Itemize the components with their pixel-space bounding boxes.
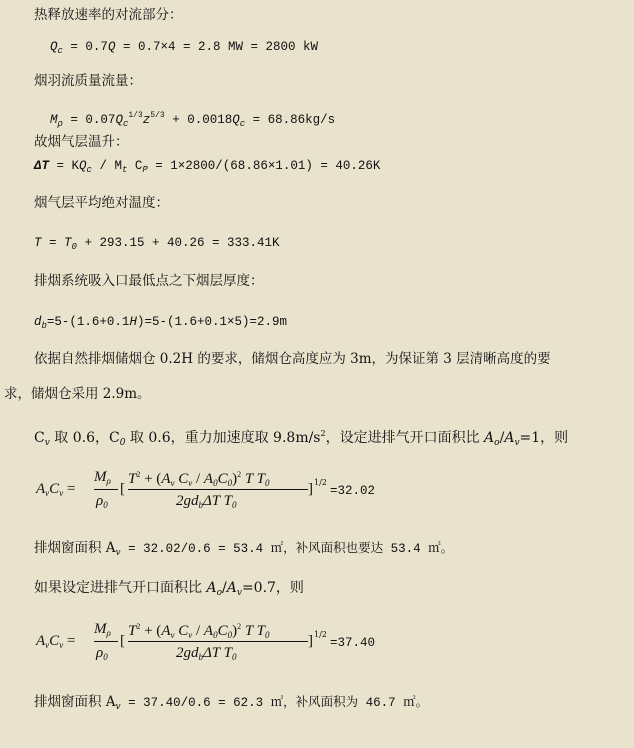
paragraph-storage-line2: 求，储烟仓采用 2.9m。	[4, 386, 151, 402]
formula-delta-t: $\Delta T = KQ_c / M_t$ $C_P = 1\times 2800/(68.86\times 1.01) = 40.26K$	[34, 159, 381, 175]
paragraph-window-area-2: 排烟窗面积 $A_v = 37.40/0.6 = 62.3$ ㎡，补风面积为 46.7 ㎡。	[34, 694, 429, 712]
paragraph-coefficients-1: $C_v$ 取 0.6，$C_0$ 取 0.6，重力加速度取 $9.8m/s^2$，设定进排气开口面积比 $A_o/A_v=1$，则	[34, 429, 569, 448]
formula-db: $d_b=5-(1.6+0.1H)=5-(1.6+0.1\times 5)=2.9m$	[34, 315, 287, 331]
formula1-lhs: $A_vC_v$ =	[36, 481, 76, 498]
formula1-denominator: $2gd_b\Delta T$ $T_0$	[176, 493, 237, 510]
formula1-exponent: 1/2	[314, 478, 327, 487]
formula2-fraction-bar	[128, 641, 308, 642]
formula2-numerator: $T^2 + (A_v$ $C_v / A_0C_0)^2$ T $T_0$	[128, 622, 270, 640]
formula1-right-bracket: ]	[308, 481, 313, 497]
formula1-result: =32.02	[330, 484, 376, 498]
paragraph-storage-line1: 依据自然排烟储烟仓 0.2H 的要求，储烟仓高度应为 3m，为保证第 3 层清晰高度的要	[34, 351, 551, 367]
heading-temp-rise: 故烟气层温升：	[34, 134, 129, 150]
formula1-m-rho: $M_\rho$	[94, 469, 111, 486]
formula2-result: =37.40	[330, 636, 376, 650]
formula2-lhs: $A_vC_v$ =	[36, 633, 76, 650]
heading-convective-heat: 热释放速率的对流部分：	[34, 7, 183, 23]
formula2-fraction-bar-small	[94, 641, 118, 642]
heading-smoke-thickness: 排烟系统吸入口最低点之下烟层厚度：	[34, 273, 264, 289]
formula2-m-rho: $M_\rho$	[94, 621, 111, 638]
formula2-left-bracket: [	[120, 633, 125, 649]
formula-qc: $Q_c = 0.7Q = 0.7\times 4 = 2.8$ MW = 2800 kW	[50, 40, 318, 56]
heading-plume-mass-flow: 烟羽流质量流量：	[34, 73, 142, 89]
formula2-right-bracket: ]	[308, 633, 313, 649]
paragraph-coefficients-2: 如果设定进排气开口面积比 $A_o/A_v=0.7$，则	[34, 580, 304, 598]
formula-mp: $M_\rho = 0.07Q_c^{1/3}z^{5/3} + 0.0018Q_c = 68.86kg/s$	[50, 111, 336, 129]
paragraph-window-area-1: 排烟窗面积 $A_v = 32.02/0.6 = 53.4$ ㎡，补风面积也要达 53.4 ㎡。	[34, 540, 454, 558]
formula1-fraction-bar-small	[94, 489, 118, 490]
formula2-rho0: $\rho_0$	[96, 645, 108, 662]
formula1-fraction-bar	[128, 489, 308, 490]
formula2-denominator: $2gd_b\Delta T$ $T_0$	[176, 645, 237, 662]
formula-t: $T = T_0 + 293.15 + 40.26 = 333.41K$	[34, 236, 280, 252]
formula1-rho0: $\rho_0$	[96, 493, 108, 510]
formula1-left-bracket: [	[120, 481, 125, 497]
formula2-exponent: 1/2	[314, 630, 327, 639]
heading-avg-temp: 烟气层平均绝对温度：	[34, 195, 169, 211]
formula1-numerator: $T^2 + (A_v$ $C_v / A_0C_0)^2$ T $T_0$	[128, 470, 270, 488]
